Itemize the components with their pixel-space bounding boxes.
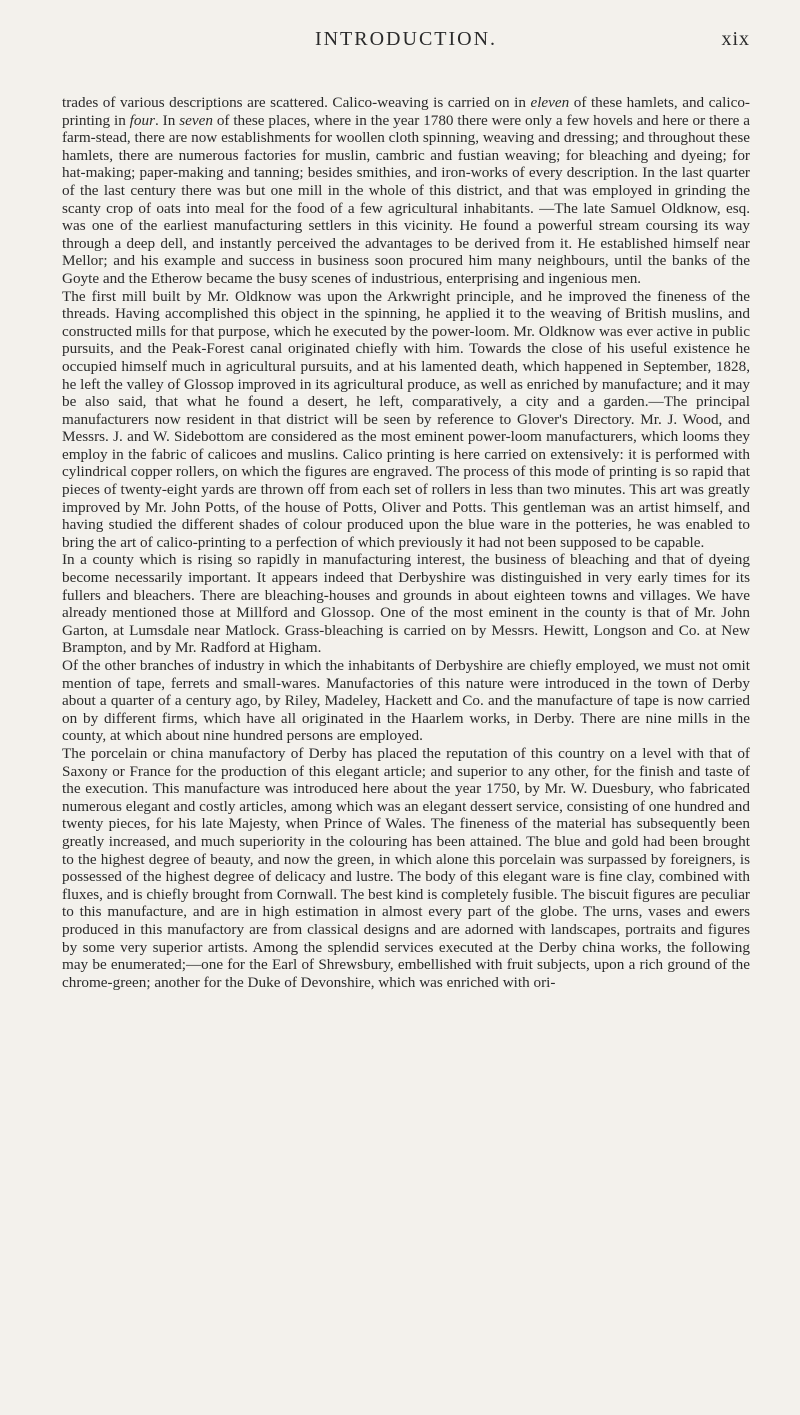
page-number: xix xyxy=(721,28,750,50)
paragraph-2: The first mill built by Mr. Oldknow was upon the Arkwright principle, and he improved the fineness of the threads. Having accomplished this object in the spinning, he applied it to the weaving of British muslins, and constructed mills for that purpose, which he executed by the power-loom. Mr. Oldknow was ever active in public pursuits, and the Peak-Forest canal originated chiefly with him. Towards the close of his useful existence he occupied himself much in agricultural pursuits, and at his lamented death, which happened in September, 1828, he left the valley of Glossop improved in its agricultural produce, as well as enriched by manufacture; and it may be also said, that what he found a desert, he left, comparatively, a city and a garden.—The principal manufacturers now resident in that district will be seen by reference to Glover's Directory. Mr. J. Wood, and Messrs. J. and W. Sidebottom are considered as the most eminent power-loom manufacturers, which looms they employ in the fabric of calicoes and muslins. Calico printing is here carried on extensively: it is performed with cylindrical copper rollers, on which the figures are engraved. The process of this mode of printing is so rapid that pieces of twenty-eight yards are thrown off from each set of rollers in less than two minutes. This art was greatly improved by Mr. John Potts, of the house of Potts, Oliver and Potts. This gentleman was an artist himself, and having studied the different shades of colour produced upon the blue ware in the potteries, he was enabled to bring the art of calico-printing to a perfection of which previously it had not been supposed to be capable. xyxy=(62,287,751,551)
body-text xyxy=(62,94,750,991)
paragraph-4: Of the other branches of industry in which the inhabitants of Derbyshire are chiefly employed, we must not omit mention of tape, ferrets and small-wares. Manufactories of this nature were introduced in the town of Derby about a quarter of a century ago, by Riley, Madeley, Hackett and Co. and the manufacture of tape is now carried on by different firms, which have all originated in the Haarlem works, in Derby. There are nine mills in the county, at which about nine hundred persons are employed. xyxy=(62,657,750,745)
paragraph-1: trades of various descriptions are scattered. Calico-weaving is carried on in eleven of these hamlets, and calico-printing in four. In seven of these places, where in the year 1780 there were only a few hovels and here or there a farm-stead, there are now establishments for woollen cloth spinning, weaving and dressing; and throughout these hamlets, there are numerous factories for muslin, cambric and fustian weaving; for bleaching and dyeing; for hat-making; paper-making and tanning; besides smithies, and iron-works of every description. In the last quarter of the last century there was but one mill in the whole of this district, and that was employed in grinding the scanty crop of oats into meal for the food of a few agricultural inhabitants. —The late Samuel Oldknow, esq. was one of the earliest manufacturing settlers in this vicinity. He found a powerful stream coursing its way through a deep dell, and instantly perceived the advantages to be derived from it. He established himself near Mellor; and his example and success in business soon procured him many neighbours, until the banks of the Goyte and the Etherow became the busy scenes of industrious, enterprising and ingenious men. xyxy=(62,94,751,287)
paragraph-3: In a county which is rising so rapidly in manufacturing interest, the business of bleaching and that of dyeing become necessarily important. It appears indeed that Derbyshire was distinguished in very early times for its fullers and bleachers. There are bleaching-houses and grounds in about eighteen towns and villages. We have already mentioned those at Millford and Glossop. One of the most eminent in the county is that of Mr. John Garton, at Lumsdale near Matlock. Grass-bleaching is carried on by Messrs. Hewitt, Longson and Co. at New Brampton, and by Mr. Radford at Higham. xyxy=(62,551,750,657)
running-head xyxy=(62,28,750,68)
running-title: INTRODUCTION. xyxy=(314,28,498,50)
paragraph-5: The porcelain or china manufactory of Derby has placed the reputation of this country on a level with that of Saxony or France for the production of this elegant article; and superior to any other, for the finish and taste of the execution. This manufacture was introduced here about the year 1750, by Mr. W. Duesbury, who fabricated numerous elegant and costly articles, among which was an elegant dessert service, consisting of one hundred and twenty pieces, for his late Majesty, when Prince of Wales. The fineness of the material has subsequently been greatly increased, and much superiority in the colouring has been attained. The blue and gold had been brought to the highest degree of beauty, and now the green, in which alone this porcelain was surpassed by foreigners, is possessed of the highest degree of delicacy and lustre. The body of this elegant ware is fine clay, combined with fluxes, and is chiefly brought from Cornwall. The best kind is completely fusible. The biscuit figures are peculiar to this manufacture, and are in high estimation in almost every part of the globe. The urns, vases and ewers produced in this manufactory are from classical designs and are adorned with landscapes, portraits and figures by some very superior artists. Among the splendid services executed at the Derby china works, the following may be enumerated;—one for the Earl of Shrewsbury, embellished with fruit subjects, upon a rich ground of the chrome-green; another for the Duke of Devonshire, which was enriched with ori- xyxy=(62,744,750,991)
